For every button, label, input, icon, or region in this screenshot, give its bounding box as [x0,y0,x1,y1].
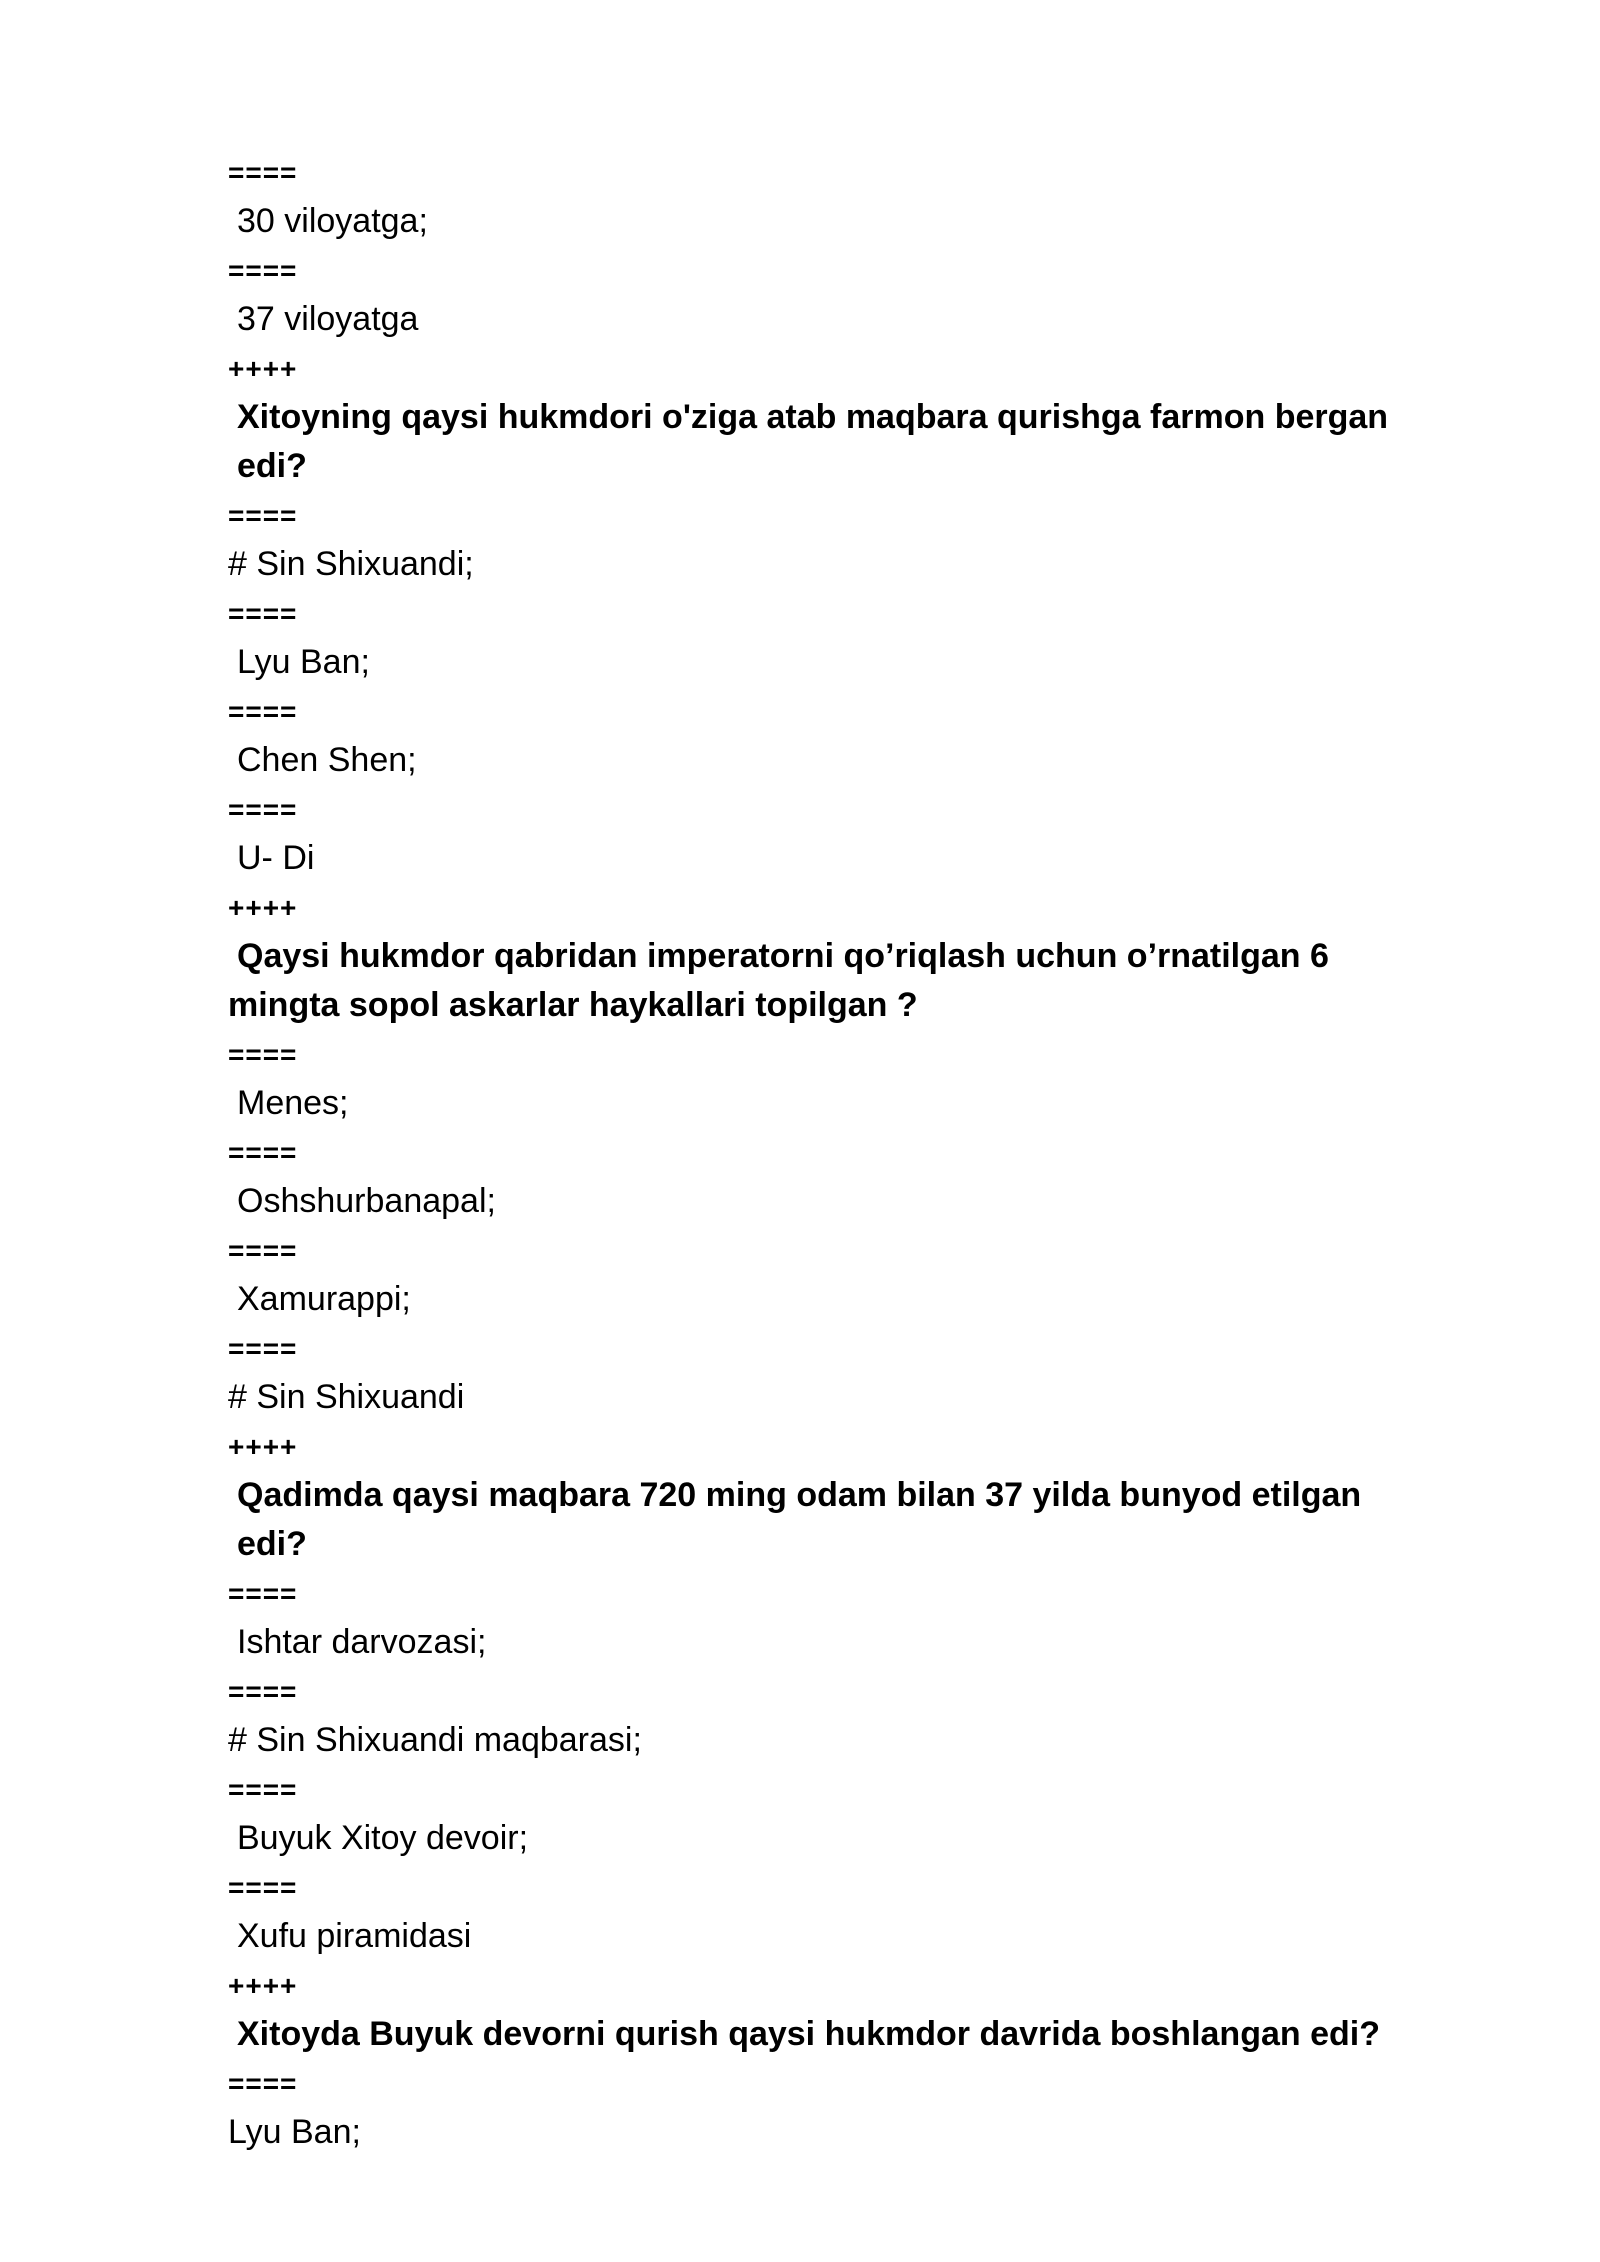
question-text: Xitoyning qaysi hukmdori o'ziga atab maqbara qurishga farmon bergan edi? [237,398,1389,485]
answer-option: U- Di [237,839,315,877]
separator-line: ==== [228,1333,298,1364]
answer-option: Menes; [237,1084,349,1122]
question-text: Qaysi hukmdor qabridan imperatorni qo’riqlash uchun o’rnatilgan 6 mingta sopol askarlar haykallari topilgan ? [228,937,1329,1024]
answer-option: Buyuk Xitoy devoir; [237,1819,529,1857]
answer-option: 30 viloyatga; [237,202,428,240]
correct-answer-option: # Sin Shixuandi; [228,545,474,583]
correct-answer-option: # Sin Shixuandi [228,1378,465,1416]
answer-option: Xamurappi; [237,1280,411,1318]
answer-option: Oshshurbanapal; [237,1182,496,1220]
question-separator: ++++ [228,1431,298,1462]
separator-line: ==== [228,1872,298,1903]
question-separator: ++++ [228,892,298,923]
answer-option: Lyu Ban; [228,2113,361,2151]
separator-line: ==== [228,255,298,286]
document-body [228,148,1428,2157]
separator-line: ==== [228,696,298,727]
answer-option: Lyu Ban; [237,643,370,681]
separator-line: ==== [228,2068,298,2099]
answer-option: Xufu piramidasi [237,1917,472,1955]
separator-line: ==== [228,1137,298,1168]
answer-option: Chen Shen; [237,741,417,779]
separator-line: ==== [228,157,298,188]
separator-line: ==== [228,1578,298,1609]
separator-line: ==== [228,1039,298,1070]
separator-line: ==== [228,500,298,531]
answer-option: Ishtar darvozasi; [237,1623,487,1661]
separator-line: ==== [228,1774,298,1805]
question-text: Xitoyda Buyuk devorni qurish qaysi hukmdor davrida boshlangan edi? [237,2015,1380,2053]
separator-line: ==== [228,598,298,629]
question-text: Qadimda qaysi maqbara 720 ming odam bilan 37 yilda bunyod etilgan edi? [237,1476,1362,1563]
answer-option: 37 viloyatga [237,300,419,338]
separator-line: ==== [228,794,298,825]
question-separator: ++++ [228,353,298,384]
correct-answer-option: # Sin Shixuandi maqbarasi; [228,1721,642,1759]
question-separator: ++++ [228,1970,298,2001]
separator-line: ==== [228,1235,298,1266]
separator-line: ==== [228,1676,298,1707]
